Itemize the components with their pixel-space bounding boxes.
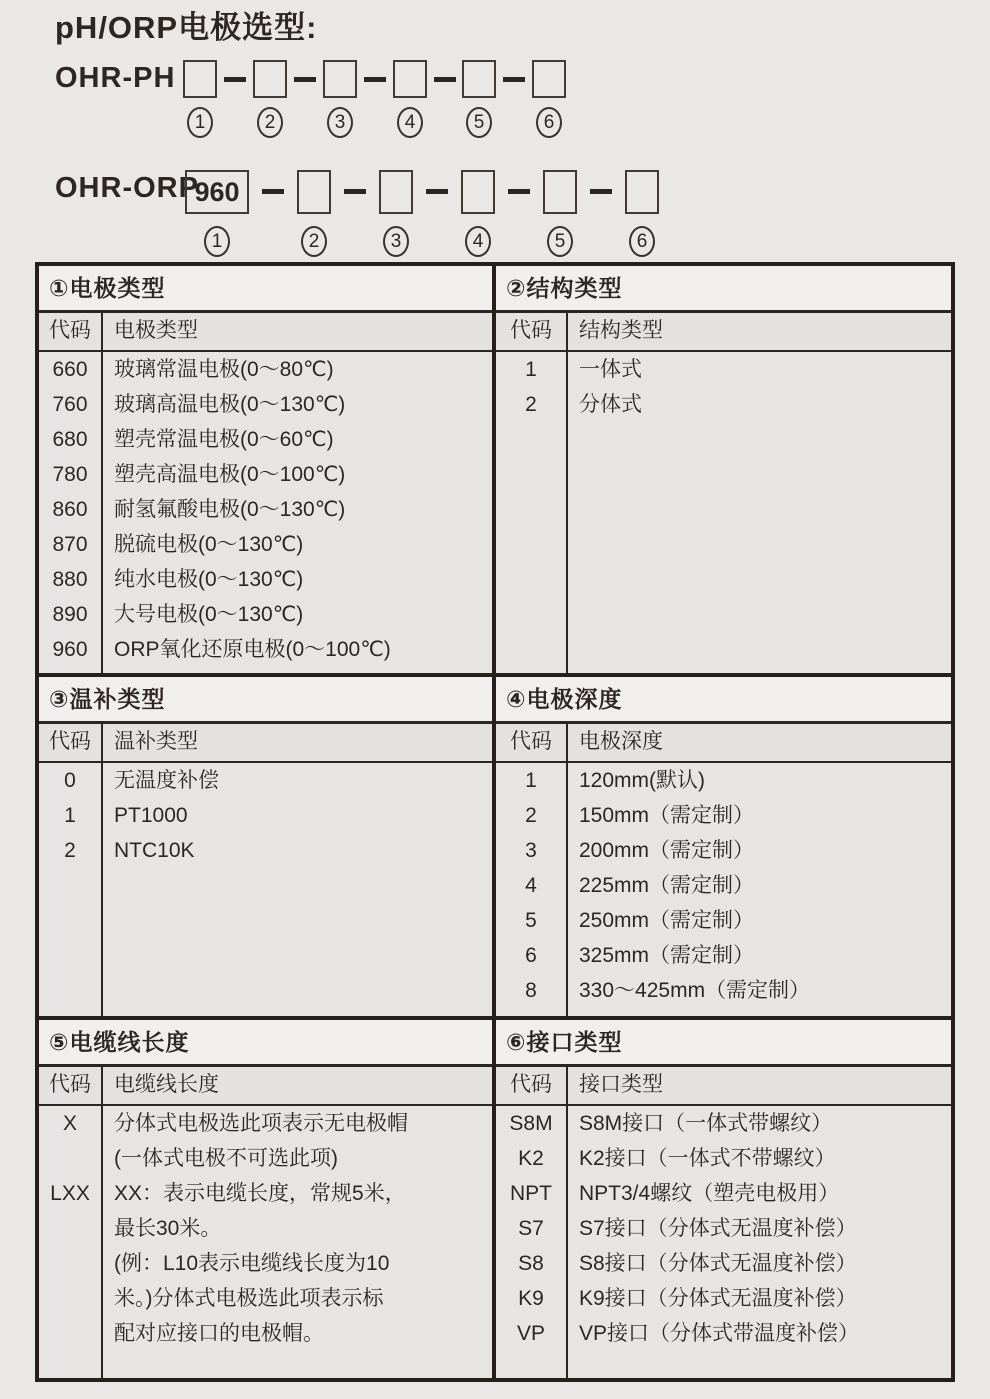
position-number-circle: 6 [629, 226, 655, 257]
row-code: 880 [52, 568, 88, 591]
section-body [496, 313, 951, 673]
ph-segment-5 [462, 60, 496, 138]
selection-table [35, 262, 955, 1382]
position-number-circle: 5 [466, 107, 492, 138]
position-number-circle: 4 [397, 107, 423, 138]
ph-code-box-2 [253, 60, 287, 98]
column-divider [566, 313, 568, 673]
dash-separator [262, 189, 284, 194]
row-desc: S7接口（分体式无温度补偿） [579, 1217, 857, 1240]
row-desc: 330～425mm（需定制） [579, 979, 811, 1002]
table-row [39, 1176, 492, 1351]
position-number-circle: 6 [536, 107, 562, 138]
table-row [496, 1211, 951, 1246]
row-code: 680 [52, 428, 88, 451]
header-desc: 电缆线长度 [114, 1073, 219, 1096]
model-code-diagram-ph [0, 60, 990, 160]
table-header-row [39, 724, 492, 763]
row-code: VP [516, 1322, 545, 1345]
table-row [496, 833, 951, 868]
table-row [39, 422, 492, 457]
row-desc: NTC10K [114, 839, 195, 862]
section-title: ④电极深度 [496, 677, 951, 724]
ph-code-box-3 [323, 60, 357, 98]
row-code: 1 [525, 358, 537, 381]
column-divider [101, 313, 103, 673]
header-desc: 温补类型 [114, 730, 198, 753]
table-row [39, 833, 492, 868]
orp-segment-4 [461, 170, 495, 257]
dash-separator [294, 77, 316, 82]
ph-segment-1 [183, 60, 217, 138]
orp-fixed-code-box: 960 [185, 170, 249, 214]
row-desc: 无温度补偿 [114, 769, 219, 792]
section-title: ③温补类型 [39, 677, 492, 724]
row-code: 5 [525, 909, 537, 932]
model-ph-label: OHR-PH [55, 62, 176, 94]
table-row [39, 527, 492, 562]
table-row [496, 1106, 951, 1141]
header-desc: 接口类型 [579, 1073, 663, 1096]
row-code: 660 [52, 358, 88, 381]
table-row [39, 763, 492, 798]
orp-code-box-6 [625, 170, 659, 214]
ph-segment-2 [253, 60, 287, 138]
row-code: K2 [518, 1147, 544, 1170]
section-structure-type [492, 266, 951, 673]
row-desc: XX：表示电缆长度，常规5米， 最长30米。 (例：L10表示电缆线长度为10 米。)分体式电极选此项表示标 配对应接口的电极帽。 [114, 1182, 406, 1345]
table-row [496, 1316, 951, 1351]
ph-segment-6 [532, 60, 566, 138]
row-code: 4 [525, 874, 537, 897]
table-header-row [496, 724, 951, 763]
row-code: 890 [52, 603, 88, 626]
table-row [39, 352, 492, 387]
row-desc: S8M接口（一体式带螺纹） [579, 1112, 833, 1135]
dash-separator [590, 189, 612, 194]
ph-code-box-1 [183, 60, 217, 98]
header-code: 代码 [49, 319, 91, 342]
table-row [39, 1106, 492, 1176]
ph-code-box-4 [393, 60, 427, 98]
orp-code-box-2 [297, 170, 331, 214]
row-desc: 纯水电极(0～130℃) [114, 568, 304, 591]
row-code: 960 [52, 638, 88, 661]
table-header-row [496, 1067, 951, 1106]
header-code: 代码 [510, 730, 552, 753]
row-code: 860 [52, 498, 88, 521]
orp-code-box-4 [461, 170, 495, 214]
header-desc: 结构类型 [579, 319, 663, 342]
row-code: 780 [52, 463, 88, 486]
ph-code-box-5 [462, 60, 496, 98]
section-electrode-depth [492, 673, 951, 1016]
ph-code-box-6 [532, 60, 566, 98]
position-number-circle: 4 [465, 226, 491, 257]
row-desc: 分体式 [579, 393, 642, 416]
orp-segment-6 [625, 170, 659, 257]
orp-segment-2 [297, 170, 331, 257]
table-row [496, 1281, 951, 1316]
row-desc: 150mm（需定制） [579, 804, 755, 827]
row-code: 3 [525, 839, 537, 862]
row-code: 6 [525, 944, 537, 967]
row-desc: K2接口（一体式不带螺纹） [579, 1147, 836, 1170]
table-row [39, 632, 492, 667]
orp-segment-1 [185, 170, 249, 257]
section-title: ⑤电缆线长度 [39, 1020, 492, 1067]
position-number-circle: 5 [547, 226, 573, 257]
table-row [496, 938, 951, 973]
row-code: 870 [52, 533, 88, 556]
orp-segment-5 [543, 170, 577, 257]
table-row [496, 868, 951, 903]
row-desc: PT1000 [114, 804, 188, 827]
table-row [496, 798, 951, 833]
row-desc: K9接口（分体式无温度补偿） [579, 1287, 857, 1310]
dash-separator [503, 77, 525, 82]
header-desc: 电极深度 [579, 730, 663, 753]
dash-separator [224, 77, 246, 82]
table-row [496, 352, 951, 387]
dash-separator [426, 189, 448, 194]
row-code: 760 [52, 393, 88, 416]
row-desc: 分体式电极选此项表示无电极帽 (一体式电极不可选此项) [114, 1112, 408, 1170]
row-desc: 200mm（需定制） [579, 839, 755, 862]
section-cable-length [39, 1016, 492, 1378]
row-desc: 玻璃高温电极(0～130℃) [114, 393, 346, 416]
row-code: 2 [525, 804, 537, 827]
row-desc: NPT3/4螺纹（塑壳电极用） [579, 1182, 840, 1205]
section-temp-compensation [39, 673, 492, 1016]
section-title: ①电极类型 [39, 266, 492, 313]
table-row [496, 1141, 951, 1176]
column-divider [101, 724, 103, 1016]
column-divider [566, 1067, 568, 1378]
page-title: pH/ORP电极选型: [55, 10, 318, 45]
ph-segment-4 [393, 60, 427, 138]
dash-separator [508, 189, 530, 194]
dash-separator [434, 77, 456, 82]
row-desc: 一体式 [579, 358, 642, 381]
table-header-row [39, 1067, 492, 1106]
row-desc: 塑壳常温电极(0～60℃) [114, 428, 334, 451]
row-desc: 大号电极(0～130℃) [114, 603, 304, 626]
orp-segment-3 [379, 170, 413, 257]
model-orp-label: OHR-ORP [55, 172, 199, 204]
table-row [39, 597, 492, 632]
model-code-diagram-orp [0, 170, 990, 270]
position-number-circle: 3 [383, 226, 409, 257]
position-number-circle: 2 [301, 226, 327, 257]
position-number-circle: 1 [204, 226, 230, 257]
table-row [39, 562, 492, 597]
row-code: X [62, 1112, 77, 1135]
row-code: 1 [64, 804, 76, 827]
row-code: LXX [50, 1182, 90, 1205]
row-code: S8 [518, 1252, 544, 1275]
row-code: S7 [518, 1217, 544, 1240]
position-number-circle: 2 [257, 107, 283, 138]
row-code: 2 [64, 839, 76, 862]
table-header-row [39, 313, 492, 352]
column-divider [101, 1067, 103, 1378]
row-desc: VP接口（分体式带温度补偿） [579, 1322, 860, 1345]
header-code: 代码 [510, 319, 552, 342]
table-row [496, 387, 951, 422]
section-title: ②结构类型 [496, 266, 951, 313]
row-desc: 250mm（需定制） [579, 909, 755, 932]
dash-separator [344, 189, 366, 194]
row-desc: 225mm（需定制） [579, 874, 755, 897]
position-number-circle: 3 [327, 107, 353, 138]
row-code: 0 [64, 769, 76, 792]
section-title: ⑥接口类型 [496, 1020, 951, 1067]
ph-segment-3 [323, 60, 357, 138]
orp-code-box-3 [379, 170, 413, 214]
section-electrode-type [39, 266, 492, 673]
row-desc: 塑壳高温电极(0～100℃) [114, 463, 346, 486]
row-code: 2 [525, 393, 537, 416]
row-desc: 325mm（需定制） [579, 944, 755, 967]
column-divider [566, 724, 568, 1016]
row-code: NPT [510, 1182, 552, 1205]
row-desc: 120mm(默认) [579, 769, 706, 792]
section-body [496, 724, 951, 1016]
row-code: S8M [509, 1112, 553, 1135]
section-body [39, 724, 492, 1016]
row-code: 1 [525, 769, 537, 792]
row-desc: 脱硫电极(0～130℃) [114, 533, 304, 556]
position-number-circle: 1 [187, 107, 213, 138]
row-desc: ORP氧化还原电极(0～100℃) [114, 638, 391, 661]
row-code: 8 [525, 979, 537, 1002]
row-desc: 玻璃常温电极(0～80℃) [114, 358, 334, 381]
section-body [496, 1067, 951, 1378]
row-desc: 耐氢氟酸电极(0～130℃) [114, 498, 346, 521]
row-code: K9 [518, 1287, 544, 1310]
orp-code-box-5 [543, 170, 577, 214]
dash-separator [364, 77, 386, 82]
section-body [39, 313, 492, 673]
table-row [496, 1246, 951, 1281]
table-row [496, 973, 951, 1008]
table-row [39, 457, 492, 492]
section-interface-type [492, 1016, 951, 1378]
header-code: 代码 [510, 1073, 552, 1096]
header-code: 代码 [49, 730, 91, 753]
row-desc: S8接口（分体式无温度补偿） [579, 1252, 857, 1275]
header-desc: 电极类型 [114, 319, 198, 342]
table-row [39, 798, 492, 833]
table-row [39, 387, 492, 422]
table-row [496, 763, 951, 798]
section-body [39, 1067, 492, 1378]
table-row [496, 1176, 951, 1211]
table-header-row [496, 313, 951, 352]
header-code: 代码 [49, 1073, 91, 1096]
table-row [496, 903, 951, 938]
table-row [39, 492, 492, 527]
